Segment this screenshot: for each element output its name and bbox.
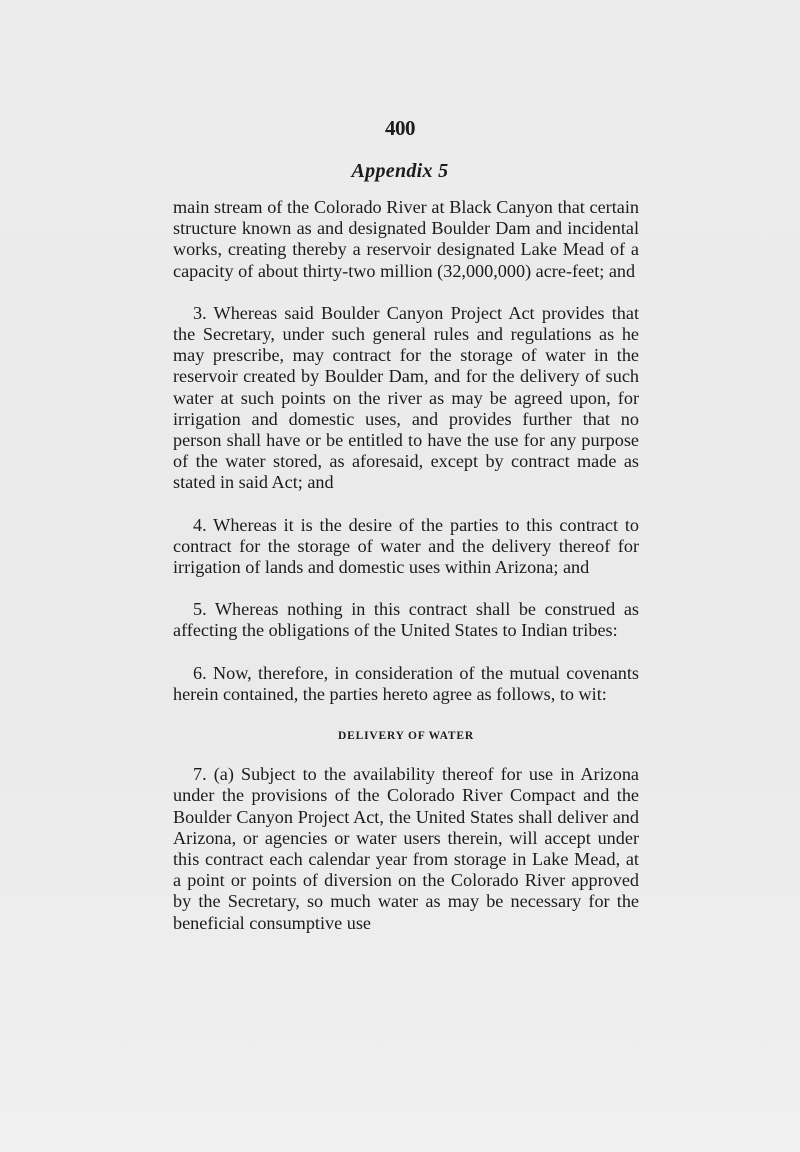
- page-number: 400: [385, 116, 415, 140]
- paragraph-5: 5. Whereas nothing in this contract shall be construed as affecting the obligations of the United States to Indian tribes:: [173, 599, 639, 641]
- body-text: [173, 197, 639, 955]
- paragraph-4: 4. Whereas it is the desire of the parties to this contract to contract for the storage of water and the delivery thereof for irrigation of lands and domestic uses within Arizona; and: [173, 514, 639, 578]
- paragraph-6: 6. Now, therefore, in consideration of the mutual covenants herein contained, the parties hereto agree as follows, to wit:: [173, 662, 639, 704]
- section-heading: DELIVERY OF WATER: [338, 730, 474, 743]
- paragraph-7a: 7. (a) Subject to the availability thereof for use in Arizona under the provisions of the Colorado River Compact and the Boulder Canyon Project Act, the United States shall deliver and Arizona, or agencies or water users therein, will accept under this contract each calendar year from storage in Lake Mead, at a point or points of diversion on the Colorado River approved by the Secretary, so much water as may be necessary for the beneficial consumptive use: [173, 764, 639, 933]
- paragraph-3: 3. Whereas said Boulder Canyon Project Act provides that the Secretary, under such general rules and regulations as he may prescribe, may contract for the storage of water in the reservoir created by Boulder Dam, and for the delivery of such water at such points on the river as may be agreed upon, for irrigation and domestic uses, and provides further that no person shall have or be entitled to have the use for any purpose of the water stored, as aforesaid, except by contract made as stated in said Act; and: [173, 302, 639, 493]
- paragraph-continuation: main stream of the Colorado River at Black Canyon that certain structure known as and designated Boulder Dam and incidental works, creating thereby a reservoir designated Lake Mead of a capacity of about thirty-two million (32,000,000) acre-feet; and: [173, 197, 639, 281]
- running-head: Appendix 5: [351, 160, 449, 182]
